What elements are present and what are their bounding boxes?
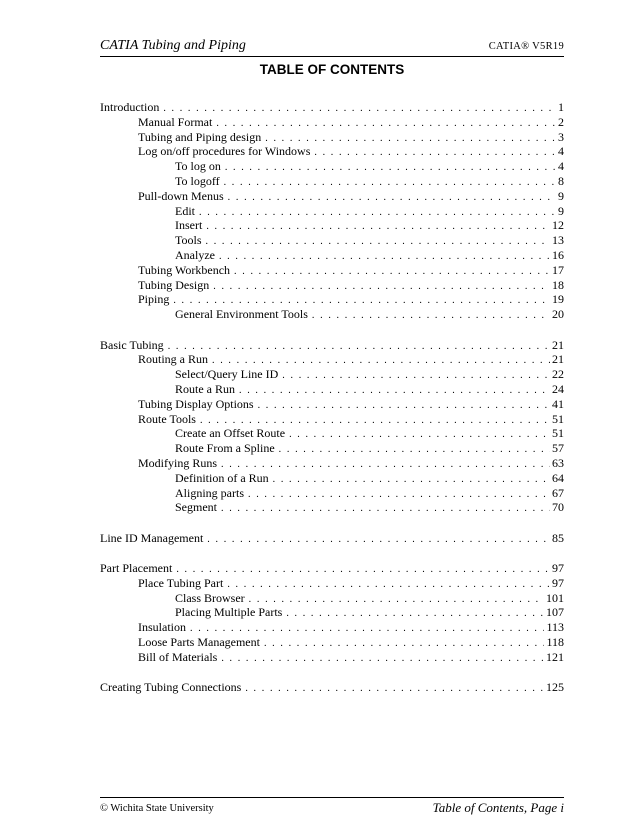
toc-entry-page: 101 xyxy=(546,590,564,605)
toc-entry[interactable] xyxy=(100,100,564,115)
toc-dot-leader xyxy=(200,413,550,428)
toc-dot-leader xyxy=(286,606,544,621)
toc-entry[interactable] xyxy=(100,130,564,145)
toc-entry-page: 13 xyxy=(552,233,564,248)
toc-entry-title: Placing Multiple Parts xyxy=(175,605,286,620)
toc-entry[interactable] xyxy=(100,204,564,219)
toc-entry-page: 4 xyxy=(558,159,564,174)
toc-entry-page: 125 xyxy=(546,680,564,694)
toc-dot-leader xyxy=(168,339,550,354)
toc-entry-title: Introduction xyxy=(100,100,163,115)
toc-entry-title: Tubing Display Options xyxy=(138,397,258,412)
toc-entry-page: 16 xyxy=(552,248,564,262)
toc-entry[interactable] xyxy=(100,531,564,546)
toc-entry[interactable] xyxy=(100,248,564,263)
toc-entry-page: 97 xyxy=(552,575,564,590)
toc-entry-title: Place Tubing Part xyxy=(138,576,227,591)
toc-dot-leader xyxy=(248,487,550,502)
toc-entry-page: 57 xyxy=(552,441,564,456)
toc-entry-title: Modifying Runs xyxy=(138,456,221,471)
toc-entry[interactable] xyxy=(100,218,564,233)
toc-entry-title: Loose Parts Management xyxy=(138,635,264,650)
toc-entry[interactable] xyxy=(100,382,564,397)
toc-entry[interactable] xyxy=(100,174,564,189)
toc-entry-page: 85 xyxy=(552,530,564,545)
header-rule xyxy=(100,56,564,57)
toc-entry-title: Insulation xyxy=(138,620,190,635)
toc-dot-leader xyxy=(173,293,550,308)
toc-entry-page: 24 xyxy=(552,381,564,396)
toc-entry[interactable] xyxy=(100,591,564,606)
toc-entry-title: To logoff xyxy=(175,174,224,189)
toc-dot-leader xyxy=(206,234,551,249)
toc-entry-title: Basic Tubing xyxy=(100,338,168,353)
toc-entry-page: 18 xyxy=(552,277,564,292)
toc-entry-title: Tubing Design xyxy=(138,278,213,293)
toc-dot-leader xyxy=(224,175,556,190)
toc-dot-leader xyxy=(221,651,544,666)
toc-dot-leader xyxy=(190,621,544,636)
toc-dot-leader xyxy=(221,457,550,472)
toc-dot-leader xyxy=(213,279,550,294)
toc-entry-page: 9 xyxy=(558,203,564,218)
toc-entry-page: 4 xyxy=(558,144,564,159)
toc-entry[interactable] xyxy=(100,278,564,293)
toc-dot-leader xyxy=(207,532,550,547)
toc-dot-leader xyxy=(163,101,556,116)
toc-entry[interactable] xyxy=(100,338,564,353)
toc-entry-page: 20 xyxy=(552,307,564,322)
toc-entry-title: Route Tools xyxy=(138,412,200,427)
toc-entry[interactable] xyxy=(100,397,564,412)
toc-dot-leader xyxy=(228,190,556,205)
toc-entry-page: 17 xyxy=(552,262,564,277)
toc-entry-title: Select/Query Line ID xyxy=(175,367,282,382)
toc-entry-page: 63 xyxy=(552,455,564,470)
toc-entry-title: Creating Tubing Connections xyxy=(100,680,245,695)
footer-copyright: © Wichita State University xyxy=(100,803,214,814)
toc-entry-page: 19 xyxy=(552,292,564,307)
toc-entry-title: Definition of a Run xyxy=(175,471,273,486)
toc-entry-page: 51 xyxy=(552,411,564,426)
toc-entry[interactable] xyxy=(100,620,564,635)
toc-dot-leader xyxy=(273,472,550,487)
toc-entry[interactable] xyxy=(100,471,564,486)
toc-entry-title: Route a Run xyxy=(175,382,239,397)
toc-title: TABLE OF CONTENTS xyxy=(259,62,405,77)
toc-dot-leader xyxy=(239,383,550,398)
toc-entry-page: 121 xyxy=(546,649,564,664)
toc-entry-page: 70 xyxy=(552,500,564,515)
toc-dot-leader xyxy=(314,145,556,160)
toc-entry[interactable] xyxy=(100,263,564,278)
footer-page-label: Table of Contents, Page i xyxy=(432,800,564,815)
toc-entry-page: 107 xyxy=(546,605,564,620)
toc-entry-title: Class Browser xyxy=(175,591,249,606)
toc-entry[interactable] xyxy=(100,500,564,515)
toc-entry[interactable] xyxy=(100,189,564,204)
toc-entry[interactable] xyxy=(100,456,564,471)
toc-entry-page: 12 xyxy=(552,218,564,233)
toc-entry-page: 22 xyxy=(552,367,564,382)
toc-entry-page: 8 xyxy=(558,174,564,188)
toc-entry-title: Tubing Workbench xyxy=(138,263,234,278)
toc-entry-title: General Environment Tools xyxy=(175,307,312,322)
toc-entry-title: To log on xyxy=(175,159,225,174)
toc-dot-leader xyxy=(249,592,544,607)
toc-entry[interactable] xyxy=(100,115,564,130)
toc-dot-leader xyxy=(289,427,550,442)
toc-entry-title: Tools xyxy=(175,233,206,248)
toc-entry-title: Part Placement xyxy=(100,561,176,576)
toc-dot-leader xyxy=(199,205,556,220)
toc-dot-leader xyxy=(212,353,550,368)
toc-dot-leader xyxy=(279,442,550,457)
toc-entry[interactable] xyxy=(100,605,564,620)
toc-entry-title: Aligning parts xyxy=(175,486,248,501)
toc-entry-page: 41 xyxy=(552,396,564,411)
toc-entry-title: Tubing and Piping design xyxy=(138,130,265,145)
toc-dot-leader xyxy=(234,264,550,279)
toc-entry[interactable] xyxy=(100,680,564,695)
toc-entry-page: 51 xyxy=(552,426,564,441)
toc-entry-title: Log on/off procedures for Windows xyxy=(138,144,314,159)
toc-entry-page: 67 xyxy=(552,485,564,500)
toc-dot-leader xyxy=(206,219,550,234)
toc-dot-leader xyxy=(176,562,550,577)
toc-entry-page: 118 xyxy=(546,634,564,649)
toc-entry[interactable] xyxy=(100,352,564,367)
toc-entry[interactable] xyxy=(100,650,564,665)
toc-entry-page: 3 xyxy=(558,129,564,144)
toc-entry-page: 21 xyxy=(552,352,564,367)
toc-entry-title: Manual Format xyxy=(138,115,216,130)
toc-dot-leader xyxy=(258,398,550,413)
toc-entry-page: 113 xyxy=(546,620,564,635)
toc-dot-leader xyxy=(245,681,544,696)
toc-entry-page: 64 xyxy=(552,470,564,485)
toc-entry-title: Pull-down Menus xyxy=(138,189,228,204)
toc-dot-leader xyxy=(216,116,556,131)
toc-entry-title: Edit xyxy=(175,204,199,219)
toc-entry[interactable] xyxy=(100,412,564,427)
toc-dot-leader xyxy=(312,308,550,323)
toc-entry[interactable] xyxy=(100,159,564,174)
toc-entry[interactable] xyxy=(100,441,564,456)
toc-entry-title: Line ID Management xyxy=(100,531,207,546)
toc-dot-leader xyxy=(265,131,556,146)
toc-entry[interactable] xyxy=(100,426,564,441)
toc-entry[interactable] xyxy=(100,367,564,382)
header-title: CATIA Tubing and Piping xyxy=(100,38,246,53)
toc-dot-leader xyxy=(227,577,550,592)
toc-entry[interactable] xyxy=(100,576,564,591)
toc-dot-leader xyxy=(225,160,556,175)
toc-entry[interactable] xyxy=(100,635,564,650)
toc-entry[interactable] xyxy=(100,307,564,322)
toc-entry-page: 2 xyxy=(558,114,564,129)
toc-entry-title: Insert xyxy=(175,218,206,233)
toc-dot-leader xyxy=(221,501,550,516)
toc-entry-title: Piping xyxy=(138,292,173,307)
toc-entry-title: Analyze xyxy=(175,248,219,263)
toc-entry[interactable] xyxy=(100,144,564,159)
toc-entry-title: Routing a Run xyxy=(138,352,212,367)
header-version: CATIA® V5R19 xyxy=(488,41,564,52)
toc-entry[interactable] xyxy=(100,233,564,248)
toc-entry[interactable] xyxy=(100,486,564,501)
toc-entry-title: Create an Offset Route xyxy=(175,426,289,441)
toc-entry-title: Segment xyxy=(175,500,221,515)
toc-entry[interactable] xyxy=(100,561,564,576)
toc-dot-leader xyxy=(264,636,544,651)
toc-dot-leader xyxy=(219,249,550,264)
toc-entry[interactable] xyxy=(100,292,564,307)
toc-entry-title: Bill of Materials xyxy=(138,650,221,665)
toc-entry-page: 9 xyxy=(558,188,564,203)
toc-entry-page: 1 xyxy=(558,100,564,114)
toc-entry-page: 97 xyxy=(552,560,564,575)
toc-entry-page: 21 xyxy=(552,337,564,352)
footer-rule xyxy=(100,797,564,798)
toc-entry-title: Route From a Spline xyxy=(175,441,279,456)
toc-dot-leader xyxy=(282,368,550,383)
